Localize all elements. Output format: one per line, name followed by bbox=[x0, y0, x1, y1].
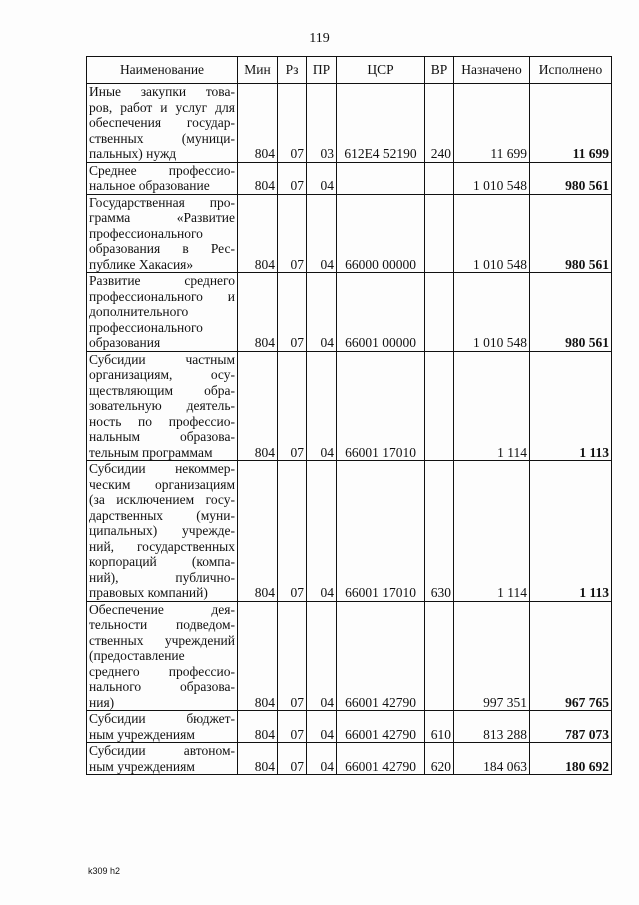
cell-name-line: Иные закупки това- bbox=[89, 84, 235, 99]
cell-name bbox=[87, 162, 238, 194]
cell-name-line: дополнительного bbox=[89, 304, 189, 319]
cell-name-line: Развитие среднего bbox=[89, 273, 235, 288]
cell-rz: 07 bbox=[278, 351, 307, 461]
cell-name-line: нальное образование bbox=[89, 178, 210, 193]
cell-name-line: ществляющим обра- bbox=[89, 382, 235, 398]
cell-assigned: 1 010 548 bbox=[454, 162, 530, 194]
header-vr: ВР bbox=[425, 57, 454, 84]
cell-name bbox=[87, 84, 238, 163]
cell-name-line: образования в Рес- bbox=[89, 241, 235, 256]
cell-pr: 04 bbox=[307, 194, 337, 273]
cell-csr: 66001 42790 bbox=[337, 601, 425, 711]
cell-name-line: грамма «Развитие bbox=[89, 210, 235, 225]
cell-csr: 66001 42790 bbox=[337, 711, 425, 743]
cell-name-line: ния) bbox=[89, 694, 115, 710]
cell-executed: 180 692 bbox=[530, 743, 612, 775]
header-executed: Исполнено bbox=[530, 57, 612, 84]
cell-name-line: корпораций (компа- bbox=[89, 554, 235, 569]
cell-csr: 66000 00000 bbox=[337, 194, 425, 273]
cell-csr bbox=[337, 162, 425, 194]
cell-assigned: 813 288 bbox=[454, 711, 530, 743]
cell-min: 804 bbox=[238, 743, 278, 775]
cell-name-line: тельным программам bbox=[89, 444, 213, 460]
header-assigned: Назначено bbox=[454, 57, 530, 84]
cell-name-line: правовых компаний) bbox=[89, 585, 208, 600]
cell-executed: 967 765 bbox=[530, 601, 612, 711]
table-row bbox=[87, 162, 612, 194]
cell-vr bbox=[425, 273, 454, 352]
cell-rz: 07 bbox=[278, 84, 307, 163]
cell-vr bbox=[425, 351, 454, 461]
cell-rz: 07 bbox=[278, 461, 307, 602]
cell-csr: 612Е4 52190 bbox=[337, 84, 425, 163]
cell-name bbox=[87, 461, 238, 602]
header-csr: ЦСР bbox=[337, 57, 425, 84]
cell-assigned: 1 010 548 bbox=[454, 194, 530, 273]
header-name: Наименование bbox=[87, 57, 238, 84]
cell-name-line: Субсидии частным bbox=[89, 351, 235, 367]
cell-assigned: 1 010 548 bbox=[454, 273, 530, 352]
cell-assigned: 11 699 bbox=[454, 84, 530, 163]
cell-pr: 03 bbox=[307, 84, 337, 163]
cell-name bbox=[87, 601, 238, 711]
cell-name-line: Государственная про- bbox=[89, 194, 235, 210]
cell-name-line: профессионального bbox=[89, 319, 203, 335]
cell-pr: 04 bbox=[307, 351, 337, 461]
cell-pr: 04 bbox=[307, 273, 337, 352]
cell-rz: 07 bbox=[278, 162, 307, 194]
header-pr: ПР bbox=[307, 57, 337, 84]
cell-vr bbox=[425, 162, 454, 194]
cell-name-line: публике Хакасия» bbox=[89, 256, 194, 272]
cell-assigned: 1 114 bbox=[454, 351, 530, 461]
table-body bbox=[87, 84, 612, 775]
cell-name-line: ным учреждениям bbox=[89, 726, 195, 742]
cell-executed: 787 073 bbox=[530, 711, 612, 743]
cell-csr: 66001 00000 bbox=[337, 273, 425, 352]
table-row bbox=[87, 351, 612, 461]
cell-name-line: тельности подведом- bbox=[89, 617, 235, 632]
cell-min: 804 bbox=[238, 711, 278, 743]
cell-pr: 04 bbox=[307, 461, 337, 602]
cell-executed: 980 561 bbox=[530, 194, 612, 273]
cell-name-line: ным учреждениям bbox=[89, 758, 195, 774]
table-row bbox=[87, 461, 612, 602]
cell-assigned: 1 114 bbox=[454, 461, 530, 602]
cell-name-line: пальных) нужд bbox=[89, 146, 177, 161]
cell-name-line: Среднее профессио- bbox=[89, 162, 235, 178]
page-number: 119 bbox=[309, 31, 330, 46]
cell-rz: 07 bbox=[278, 743, 307, 775]
cell-name-line: ность по профессио- bbox=[89, 413, 235, 429]
cell-name-line: нального образова- bbox=[89, 679, 235, 694]
cell-pr: 04 bbox=[307, 743, 337, 775]
cell-vr: 240 bbox=[425, 84, 454, 163]
cell-vr: 620 bbox=[425, 743, 454, 775]
cell-name-line: Субсидии бюджет- bbox=[89, 711, 235, 726]
cell-vr bbox=[425, 601, 454, 711]
table-row bbox=[87, 194, 612, 273]
cell-min: 804 bbox=[238, 162, 278, 194]
cell-rz: 07 bbox=[278, 711, 307, 743]
cell-min: 804 bbox=[238, 194, 278, 273]
cell-name-line: ний), публично- bbox=[89, 569, 235, 585]
cell-rz: 07 bbox=[278, 273, 307, 352]
cell-min: 804 bbox=[238, 351, 278, 461]
cell-name-line: среднего профессио- bbox=[89, 663, 235, 679]
cell-name-line: Субсидии некоммер- bbox=[89, 461, 235, 476]
cell-name-line: дарственных (муни- bbox=[89, 507, 235, 523]
cell-name-line: ческим организациям bbox=[89, 476, 235, 492]
cell-pr: 04 bbox=[307, 601, 337, 711]
cell-assigned: 184 063 bbox=[454, 743, 530, 775]
cell-name-line: ров, работ и услуг для bbox=[89, 99, 235, 115]
cell-min: 804 bbox=[238, 461, 278, 602]
cell-min: 804 bbox=[238, 601, 278, 711]
cell-min: 804 bbox=[238, 273, 278, 352]
cell-name-line: профессионального bbox=[89, 225, 203, 241]
table-row bbox=[87, 743, 612, 775]
cell-executed: 980 561 bbox=[530, 162, 612, 194]
cell-executed: 1 113 bbox=[530, 461, 612, 602]
cell-vr bbox=[425, 194, 454, 273]
table-header-row bbox=[87, 57, 612, 84]
cell-name-line: нальным образова- bbox=[89, 429, 235, 444]
cell-vr: 630 bbox=[425, 461, 454, 602]
cell-rz: 07 bbox=[278, 601, 307, 711]
cell-executed: 11 699 bbox=[530, 84, 612, 163]
cell-min: 804 bbox=[238, 84, 278, 163]
cell-name-line: ний, государственных bbox=[89, 538, 235, 554]
cell-name-line: организациям, осу- bbox=[89, 367, 235, 382]
cell-name bbox=[87, 273, 238, 352]
budget-table bbox=[86, 56, 612, 775]
cell-csr: 66001 42790 bbox=[337, 743, 425, 775]
cell-name-line: обеспечения государ- bbox=[89, 115, 235, 130]
cell-vr: 610 bbox=[425, 711, 454, 743]
cell-name bbox=[87, 743, 238, 775]
cell-name-line: (предоставление bbox=[89, 648, 185, 663]
footer-code: k309 h2 bbox=[88, 866, 121, 876]
header-min: Мин bbox=[238, 57, 278, 84]
cell-name-line: ственных учреждений bbox=[89, 632, 235, 648]
header-rz: Рз bbox=[278, 57, 307, 84]
cell-name bbox=[87, 194, 238, 273]
cell-executed: 980 561 bbox=[530, 273, 612, 352]
cell-name-line: Обеспечение дея- bbox=[89, 601, 235, 617]
cell-csr: 66001 17010 bbox=[337, 461, 425, 602]
cell-name bbox=[87, 711, 238, 743]
cell-name-line: образования bbox=[89, 335, 161, 350]
cell-name-line: профессионального и bbox=[89, 288, 235, 304]
cell-rz: 07 bbox=[278, 194, 307, 273]
table-row bbox=[87, 711, 612, 743]
cell-executed: 1 113 bbox=[530, 351, 612, 461]
cell-name-line: Субсидии автоном- bbox=[89, 743, 235, 758]
cell-name-line: (за исключением госу- bbox=[89, 492, 235, 507]
table-row bbox=[87, 273, 612, 352]
cell-assigned: 997 351 bbox=[454, 601, 530, 711]
cell-name-line: ственных (муници- bbox=[89, 130, 235, 146]
table-row bbox=[87, 84, 612, 163]
cell-pr: 04 bbox=[307, 711, 337, 743]
cell-name bbox=[87, 351, 238, 461]
cell-csr: 66001 17010 bbox=[337, 351, 425, 461]
cell-name-line: ципальных) учрежде- bbox=[89, 523, 235, 538]
cell-name-line: зовательную деятель- bbox=[89, 398, 235, 413]
cell-pr: 04 bbox=[307, 162, 337, 194]
table-row bbox=[87, 601, 612, 711]
